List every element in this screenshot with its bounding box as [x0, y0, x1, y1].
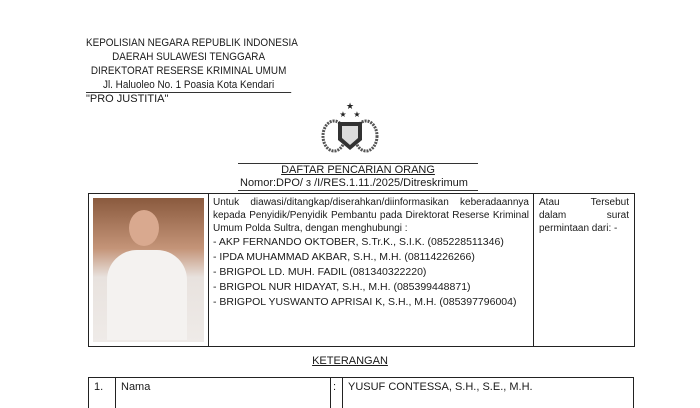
police-emblem-icon [318, 100, 382, 156]
details-row [88, 377, 634, 408]
request-source: Atau Tersebut dalam surat permintaan dari: - [539, 197, 629, 234]
pro-justitia: "PRO JUSTITIA" [86, 93, 169, 105]
row-number: 1. [89, 378, 116, 408]
row-label: Nama [116, 378, 331, 408]
wanted-notice-box [88, 193, 635, 347]
letterhead [86, 36, 298, 93]
row-separator: : [331, 378, 343, 408]
keterangan-heading: KETERANGAN [312, 355, 388, 367]
row-value: YUSUF CONTESSA, S.H., S.E., M.H. [348, 381, 533, 393]
contact-item: - AKP FERNANDO OKTOBER, S.Tr.K., S.I.K. (085228511346) [213, 235, 529, 250]
svg-text:★: ★ [353, 110, 361, 119]
contact-item: - BRIGPOL LD. MUH. FADIL (081340322220) [213, 265, 529, 280]
suspect-photo [89, 194, 209, 346]
institution-name: KEPOLISIAN NEGARA REPUBLIK INDONESIA [86, 37, 298, 49]
document-number: Nomor:DPO/ ɜ /I/RES.1.11./2025/Ditreskrimum [238, 177, 478, 191]
title-main: DAFTAR PENCARIAN ORANG [281, 164, 435, 176]
svg-text:★: ★ [345, 101, 355, 111]
notice-text: Untuk diawasi/ditangkap/diserahkan/diinformasikan keberadaannya kepada Penyidik/Penyidik Pembantu pada Direktorat Reserse Kriminal Umum Polda Sultra, dengan menghubungi : [213, 197, 529, 234]
contact-item: - BRIGPOL NUR HIDAYAT, S.H., M.H. (085399448871) [213, 280, 529, 295]
directorate-name: DIREKTORAT RESERSE KRIMINAL UMUM [90, 65, 287, 77]
contact-info [209, 194, 534, 346]
address: Jl. Haluoleo No. 1 Poasia Kota Kendari [86, 78, 291, 93]
contact-item: - IPDA MUHAMMAD AKBAR, S.H., M.H. (08114226266) [213, 250, 529, 265]
document-title [238, 163, 478, 191]
contact-list [213, 235, 529, 310]
contact-item: - BRIGPOL YUSWANTO APRISAI K, S.H., M.H. (085397796004) [213, 295, 529, 310]
svg-text:★: ★ [339, 110, 347, 119]
region-name: DAERAH SULAWESI TENGGARA [112, 51, 266, 63]
